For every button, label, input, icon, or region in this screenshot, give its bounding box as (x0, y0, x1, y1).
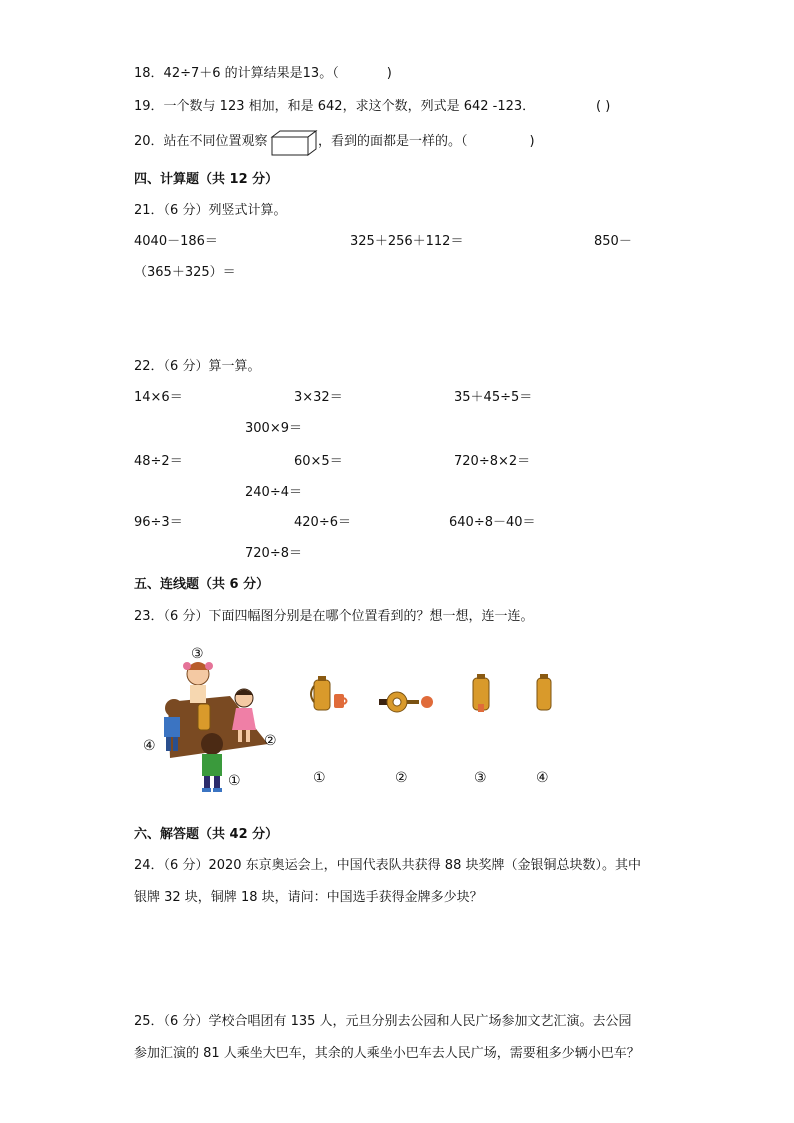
cuboid-icon (270, 129, 318, 157)
q22-r1-c: 35＋45÷5＝ (454, 390, 533, 405)
q25-line-1: 25．（6 分）学校合唱团有 135 人，元旦分别去公园和人民广场参加文艺汇演。去公园 (134, 1014, 632, 1029)
view-label-4: ④ (536, 770, 549, 786)
q20-after: ，看到的面都是一样的。（ (318, 134, 468, 149)
q22-r2-a: 48÷2＝ (134, 454, 183, 469)
view-option-3-kettle-front (470, 674, 492, 714)
q24-line-1: 24．（6 分）2020 东京奥运会上，中国代表队共获得 88 块奖牌（金银铜总块数）。其中 (134, 858, 641, 873)
q21-expr-2: 325＋256＋112＝ (350, 234, 464, 249)
scene-label-2: ② (264, 733, 277, 749)
question-19 (134, 99, 535, 115)
scene-label-3: ③ (191, 646, 204, 662)
section-5-heading: 五、连线题（共 6 分） (134, 577, 270, 592)
section-4-heading: 四、计算题（共 12 分） (134, 172, 279, 187)
view-option-1-kettle-and-cup (306, 674, 350, 714)
q22-r3-b: 420÷6＝ (294, 515, 351, 530)
view-label-1: ① (313, 770, 326, 786)
q21-title: 21．（6 分）列竖式计算。 (134, 203, 287, 218)
q22-r1-d: 300×9＝ (245, 421, 302, 436)
section-6-heading: 六、解答题（共 42 分） (134, 827, 279, 842)
q21-expr-1: 4040－186＝ (134, 234, 218, 249)
q22-r3-a: 96÷3＝ (134, 515, 183, 530)
q23-title: 23．（6 分）下面四幅图分别是在哪个位置看到的？想一想，连一连。 (134, 609, 534, 624)
q22-r3-c: 640÷8－40＝ (449, 515, 536, 530)
q20-rest (318, 134, 535, 150)
q18-close: ) (386, 66, 392, 81)
question-18 (134, 66, 392, 82)
q19-answer-paren: ( ) (596, 99, 611, 114)
q22-r3-d: 720÷8＝ (245, 546, 302, 561)
q22-r2-c: 720÷8×2＝ (454, 454, 531, 469)
q24-line-2: 银牌 32 块，铜牌 18 块，请问：中国选手获得金牌多少块？ (134, 890, 483, 905)
view-label-2: ② (395, 770, 408, 786)
view-label-3: ③ (474, 770, 487, 786)
q22-r2-b: 60×5＝ (294, 454, 343, 469)
q20-close: ) (529, 134, 535, 149)
q18-text: 18．42÷7＋6 的计算结果是13。（ (134, 66, 339, 81)
scene-label-1: ① (228, 773, 241, 789)
question-20 (134, 134, 268, 150)
q21-expr-3b: （365＋325）＝ (134, 265, 236, 280)
view-option-4-kettle-side (533, 674, 555, 714)
q22-title: 22．（6 分）算一算。 (134, 359, 261, 374)
q25-line-2: 参加汇演的 81 人乘坐大巴车，其余的人乘坐小巴车去人民广场，需要租多少辆小巴车？ (134, 1046, 640, 1061)
q20-before: 20．站在不同位置观察 (134, 134, 268, 149)
q22-r2-d: 240÷4＝ (245, 485, 302, 500)
q22-r1-b: 3×32＝ (294, 390, 343, 405)
children-around-table-illustration (140, 640, 290, 800)
kettle-on-table (198, 704, 210, 730)
view-option-2-top-view (377, 689, 437, 715)
scene-label-4: ④ (143, 738, 156, 754)
q22-r1-a: 14×6＝ (134, 390, 183, 405)
q19-text: 19．一个数与 123 相加，和是 642，求这个数，列式是 642 -123． (134, 99, 536, 114)
q21-expr-3a: 850－ (594, 234, 632, 249)
